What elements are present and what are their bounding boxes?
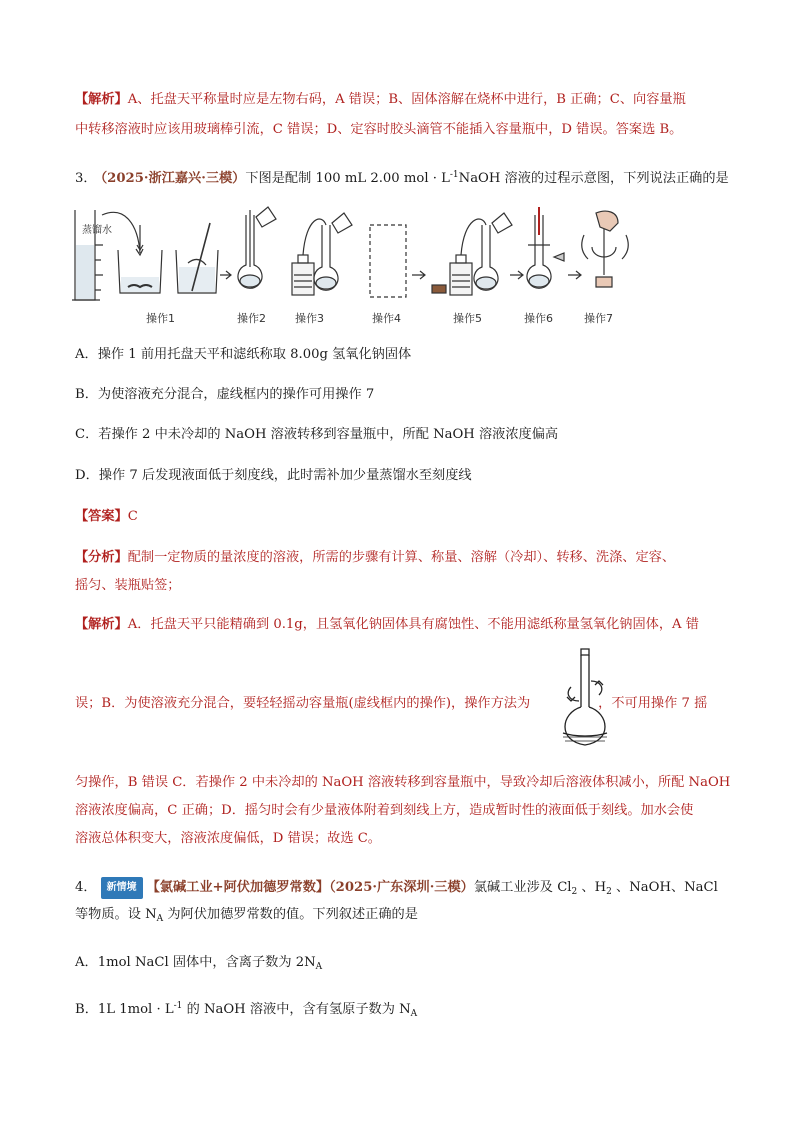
op5-apparatus xyxy=(432,213,512,295)
q3-source: （2025·浙江嘉兴·三模） xyxy=(100,171,246,186)
op7-apparatus xyxy=(582,211,629,287)
q3-analysis-line-2: 摇匀、装瓶贴签； xyxy=(75,578,181,593)
new-context-badge: 新情境 xyxy=(101,877,143,899)
q4-option-a: A．1mol NaCl 固体中，含离子数为 $2N_A$ xyxy=(75,955,323,972)
caption-op7: 操作7 xyxy=(584,312,613,325)
q2-analysis-line-1: 【解析】A、托盘天平称量时应是左物右码，A 错误；B、固体溶解在烧杯中进行，B 正确；C、向容量瓶 xyxy=(75,92,686,107)
q3-procedure-figure xyxy=(70,205,670,305)
caption-op2: 操作2 xyxy=(237,312,266,325)
q3-explain-line-5: 溶液总体积变大，溶液浓度偏低，D 错误；故选 C。 xyxy=(75,831,381,846)
q3-analysis-line-1: 【分析】配制一定物质的量浓度的溶液，所需的步骤有计算、称量、溶解（冷却）、转移、洗涤、定容、 xyxy=(75,550,676,565)
volumetric-flask-swirl-diagram xyxy=(555,645,615,755)
distilled-water-label: 蒸馏水 xyxy=(82,225,112,236)
q2-analysis-line-2: 中转移溶液时应该用玻璃棒引流，C 错误；D、定容时胶头滴管不能插入容量瓶中，D 错误。答案选 B。 xyxy=(75,122,683,137)
q3-answer: 【答案】C xyxy=(75,509,138,524)
q3-stem: 3． （2025·浙江嘉兴·三模）下图是配制 100 mL 2.00 mol · $L^{-1}NaOH$ 溶液的过程示意图，下列说法正确的是 xyxy=(75,170,729,186)
q4-source: （2025·广东深圳·三模） xyxy=(329,880,474,895)
op3-apparatus xyxy=(292,213,352,295)
analysis-tag: 【解析】 xyxy=(75,92,128,107)
q3-option-a: A．操作 1 前用托盘天平和滤纸称取 8.00g 氢氧化钠固体 xyxy=(75,347,412,362)
q4-stem-1: 4． 新情境 【氯碱工业+阿伏加德罗常数】（2025·广东深圳·三模）氯碱工业涉及 $Cl_2$ 、$H_2$ 、NaOH、NaCl xyxy=(75,877,720,902)
dashed-box-op4 xyxy=(370,225,406,297)
beaker-1 xyxy=(118,225,162,293)
q4-stem-2: 等物质。设 $N_A$ 为阿伏加德罗常数的值。下列叙述正确的是 xyxy=(75,907,418,924)
q3-option-b: B．为使溶液充分混合，虚线框内的操作可用操作 7 xyxy=(75,387,375,402)
caption-op6: 操作6 xyxy=(524,312,553,325)
q3-option-d: D．操作 7 后发现液面低于刻度线，此时需补加少量蒸馏水至刻度线 xyxy=(75,468,472,483)
q3-explain-line-4: 溶液浓度偏高，C 正确；D．摇匀时会有少量液体附着到刻线上方，造成暂时性的液面低于刻线。加水会使 xyxy=(75,803,694,818)
graduated-cylinder xyxy=(72,210,103,300)
caption-op1: 操作1 xyxy=(146,312,175,325)
caption-op4: 操作4 xyxy=(372,312,401,325)
q3-option-c: C．若操作 2 中未冷却的 NaOH 溶液转移到容量瓶中，所配 NaOH 溶液浓度偏高 xyxy=(75,427,559,442)
beaker-2 xyxy=(176,223,218,293)
q3-explain-line-2: 误；B．为使溶液充分混合，要轻轻摇动容量瓶(虚线框内的操作)，操作方法为 ，不可用操作 7 摇 xyxy=(75,696,708,711)
caption-op5: 操作5 xyxy=(453,312,482,325)
caption-op3: 操作3 xyxy=(295,312,324,325)
flask-op2 xyxy=(238,207,276,288)
q4-topic: 【氯碱工业+阿伏加德罗常数】 xyxy=(146,880,330,895)
q4-option-b: B．1L $1mol \cdot L^{-1}$ 的 NaOH 溶液中，含有氢原子数为 $N_A$ xyxy=(75,1001,418,1019)
q3-explain-line-1: 【解析】A．托盘天平只能精确到 0.1g，且氢氧化钠固体具有腐蚀性、不能用滤纸称量氢氧化钠固体，A 错 xyxy=(75,617,699,632)
op6-apparatus xyxy=(527,207,564,288)
q3-explain-line-3: 匀操作，B 错误 C．若操作 2 中未冷却的 NaOH 溶液转移到容量瓶中，导致冷却后溶液体积减小，所配 NaOH xyxy=(75,775,731,790)
